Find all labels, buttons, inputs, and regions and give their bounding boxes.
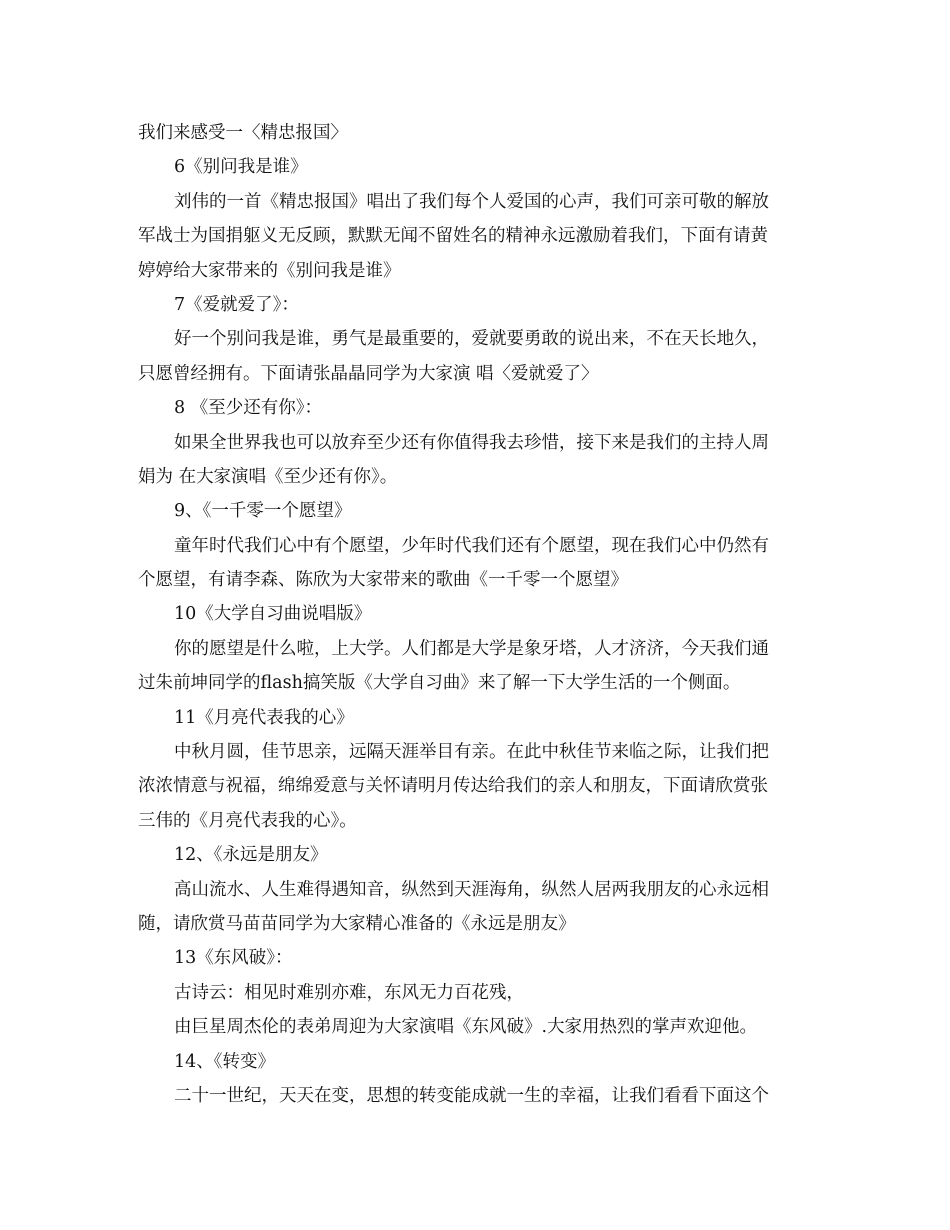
text-line: 高山流水、人生难得遇知音，纵然到天涯海角，纵然人居两我朋友的心永远相	[174, 879, 769, 900]
text-line: 古诗云：相见时难别亦难，东风无力百花残，	[174, 982, 524, 1003]
text-line: 过朱前坤同学的flash搞笑版《大学自习曲》来了解一下大学生活的一个侧面。	[138, 673, 741, 694]
text-line: 二十一世纪，天天在变，思想的转变能成就一生的幸福，让我们看看下面这个	[174, 1085, 769, 1106]
text-line: 浓浓情意与祝福，绵绵爱意与关怀请明月传达给我们的亲人和朋友，下面请欣赏张	[138, 776, 768, 797]
text-line: 10《大学自习曲说唱版》	[174, 604, 372, 625]
text-line: 娟为 在大家演唱《至少还有你》。	[138, 466, 398, 487]
text-line: 婷婷给大家带来的《别问我是谁》	[138, 260, 401, 281]
text-line: 由巨星周杰伦的表弟周迎为大家演唱《东风破》.大家用热烈的掌声欢迎他。	[174, 1017, 758, 1038]
text-line: 11《月亮代表我的心》	[174, 707, 354, 728]
text-line: 7《爱就爱了》：	[174, 294, 299, 315]
text-line: 9、《一千零一个愿望》	[174, 501, 352, 522]
text-line: 12、《永远是朋友》	[174, 845, 328, 866]
text-line: 6《别问我是谁》	[174, 157, 308, 178]
text-line: 三伟的《月亮代表我的心》。	[138, 810, 357, 831]
text-line: 你的愿望是什么啦，上大学。人们都是大学是象牙塔，人才济济，今天我们通	[174, 638, 769, 659]
text-line: 童年时代我们心中有个愿望，少年时代我们还有个愿望，现在我们心中仍然有	[174, 535, 769, 556]
text-line: 个愿望，有请李森、陈欣为大家带来的歌曲《一千零一个愿望》	[138, 570, 628, 591]
text-line: 只愿曾经拥有。下面请张晶晶同学为大家演 唱〈爱就爱了〉	[138, 363, 599, 384]
text-line: 刘伟的一首《精忠报国》唱出了我们每个人爱国的心声，我们可亲可敬的解放	[174, 191, 769, 212]
document-body	[138, 116, 818, 1113]
text-line: 14、《转变》	[174, 1051, 276, 1072]
text-line: 中秋月圆，佳节思亲，远隔天涯举目有亲。在此中秋佳节来临之际，让我们把	[174, 742, 769, 763]
text-line: 我们来感受一〈精忠报国〉	[138, 123, 348, 143]
text-line: 如果全世界我也可以放弃至少还有你值得我去珍惜，接下来是我们的主持人周	[174, 432, 769, 453]
text-line: 8 《至少还有你》：	[174, 398, 322, 419]
text-line: 好一个别问我是谁，勇气是最重要的，爱就要勇敢的说出来，不在天长地久，	[174, 329, 769, 350]
text-line: 13《东风破》：	[174, 948, 293, 969]
text-line: 随，请欣赏马苗苗同学为大家精心准备的《永远是朋友》	[138, 913, 576, 934]
text-line: 军战士为国捐躯义无反顾，默默无闻不留姓名的精神永远激励着我们，下面有请黄	[138, 226, 768, 247]
